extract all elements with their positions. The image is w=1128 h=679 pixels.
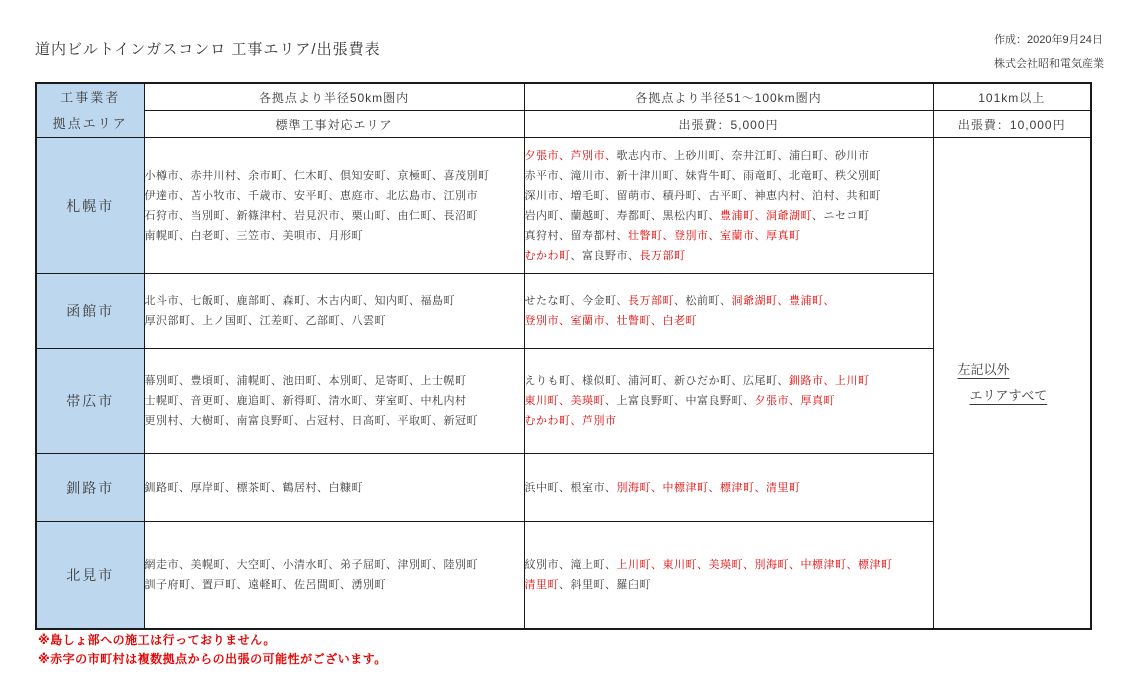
base-city-label: 北見市 [36,522,144,629]
area-name: 紋別市、滝上町、 [524,558,617,571]
area-list-line [525,311,933,331]
column-header-50km: 各拠点より半径50km圏内 [144,83,524,111]
within50-cell [144,138,524,274]
base-city-label: 帯広市 [36,349,144,454]
within50-cell [144,522,524,629]
area-name: 釧路町、厚岸町、標茶町、鶴居村、白糠町 [144,481,363,494]
area-name: 岩内町、蘭越町、寿都町、黒松内町、 [524,209,720,222]
base-city-label: 函館市 [36,274,144,349]
fee-header-5000: 出張費：5,000円 [524,111,933,138]
r51to100-cell [524,138,933,274]
beyond-101km-cell [933,138,1091,629]
area-name-red: 長万部町 [628,295,674,307]
area-list-line [145,226,524,246]
page-title: 道内ビルトインガスコンロ 工事エリア/出張費表 [35,41,381,58]
area-name-red: 東川町、美瑛町 [524,395,605,407]
area-list-line [525,206,933,226]
area-list-line [145,391,524,411]
area-name-red: 豊浦町、洞爺湖町 [720,209,812,222]
area-name: 、上富良野町、中富良野町、 [605,395,755,407]
area-name: 伊達市、苫小牧市、千歳市、安平町、恵庭市、北広島市、江別市 [144,189,478,202]
area-list-line [145,555,524,575]
area-name-red: 壮瞥町、登別市、室蘭市、厚真町 [628,229,801,242]
area-list-line [145,371,524,391]
footer-notes [38,631,387,669]
area-list-line [525,166,933,186]
area-name: 、松前町、 [674,295,732,307]
area-list-line [145,575,524,595]
area-name-red: 上川町、東川町、美瑛町、別海町、中標津町、標津町 [616,558,893,571]
area-list-line [525,478,933,498]
area-name: 歌志内市、上砂川町、奈井江町、浦臼町、砂川市 [616,149,870,162]
table-row [36,349,1091,454]
area-name: 更別村、大樹町、南富良野町、占冠村、日高町、平取町、新冠町 [144,415,478,427]
header-row-fee [36,111,1091,138]
area-name: 深川市、増毛町、留萌市、積丹町、古平町、神恵内村、泊村、共和町 [524,189,881,202]
area-name: 浜中町、根室市、 [524,481,617,494]
area-name-red: 洞爺湖町、豊浦町、 [731,295,835,307]
area-name-red: 清里町 [524,578,559,591]
area-list-line [145,186,524,206]
area-name: 、斜里町、羅臼町 [559,578,651,591]
area-name: 幕別町、豊頃町、浦幌町、池田町、本別町、足寄町、上士幌町 [144,375,467,387]
table-body [36,138,1091,629]
area-list-line [145,478,524,498]
base-city-label: 釧路市 [36,454,144,522]
area-list-line [525,555,933,575]
fee-header-10000: 出張費：10,000円 [933,111,1091,138]
area-list-line [145,206,524,226]
column-header-51-100km: 各拠点より半径51～100km圏内 [524,83,933,111]
table-row [36,138,1091,274]
area-list-line [145,311,524,331]
area-list-line [525,146,933,166]
area-list-line [525,575,933,595]
area-name: 南幌町、白老町、三笠市、美唄市、月形町 [144,229,363,242]
r51to100-cell [524,274,933,349]
area-name: 訓子府町、置戸町、遠軽町、佐呂間町、湧別町 [144,578,386,591]
document-meta [994,28,1104,76]
within50-cell [144,454,524,522]
area-list-line [525,371,933,391]
area-name-red: 長万部町 [639,249,686,262]
company-name: 株式会社昭和電気産業 [994,58,1104,70]
table-row [36,454,1091,522]
area-name: 石狩市、当別町、新篠津村、岩見沢市、栗山町、由仁町、長沼町 [144,209,478,222]
area-name-red: 登別市、室蘭市、壮瞥町、白老町 [524,315,697,327]
note-line: ※赤字の市町村は複数拠点からの出張の可能性がございます。 [38,652,387,666]
area-name: 、富良野市、 [570,249,640,262]
area-name: 、ニセコ町 [812,209,870,222]
area-list-line [145,166,524,186]
corner-header-top: 工事業者 [60,89,121,105]
corner-header-cell [36,83,144,138]
corner-header-bottom: 拠点エリア [52,115,128,131]
area-name: 赤平市、滝川市、新十津川町、妹背牛町、雨竜町、北竜町、秩父別町 [524,169,881,182]
within50-cell [144,274,524,349]
base-city-label: 札幌市 [36,138,144,274]
area-name: 小樽市、赤井川村、余市町、仁木町、倶知安町、京極町、喜茂別町 [144,169,490,182]
beyond-cell-line: 左記以外 [957,361,1010,377]
table-row [36,274,1091,349]
area-name: 厚沢部町、上ノ国町、江差町、乙部町、八雲町 [144,315,386,327]
area-name: えりも町、様似町、浦河町、新ひだか町、広尾町、 [524,375,789,387]
area-name-red: 釧路市、上川町 [789,375,870,387]
r51to100-cell [524,454,933,522]
area-name: 網走市、美幌町、大空町、小清水町、弟子屈町、津別町、陸別町 [144,558,478,571]
area-list-line [145,411,524,431]
column-header-101km: 101km以上 [933,83,1091,111]
area-list-line [525,291,933,311]
area-name: 士幌町、音更町、鹿追町、新得町、清水町、芽室町、中札内村 [144,395,467,407]
area-list-line [525,391,933,411]
area-list-line [525,411,933,431]
area-name-red: 別海町、中標津町、標津町、清里町 [616,481,801,494]
area-list-line [525,226,933,246]
fee-header-standard: 標準工事対応エリア [144,111,524,138]
created-date: 作成：2020年9月24日 [994,34,1103,46]
note-line: ※島しょ部への施工は行っておりません。 [38,633,276,647]
header-row-zone [36,83,1091,111]
within50-cell [144,349,524,454]
beyond-cell-line: エリアすべて [969,387,1048,403]
area-name-red: 夕張市、芦別市、 [524,149,617,162]
area-list-line [525,186,933,206]
area-name-red: 夕張市、厚真町 [754,395,835,407]
area-name: せたな町、今金町、 [524,295,628,307]
service-area-table [35,82,1092,630]
table-row [36,522,1091,629]
r51to100-cell [524,349,933,454]
area-name: 北斗市、七飯町、鹿部町、森町、木古内町、知内町、福島町 [144,295,455,307]
area-list-line [145,291,524,311]
area-list-line [525,246,933,266]
area-name: 真狩村、留寿都村、 [524,229,628,242]
area-name-red: むかわ町、芦別市 [524,415,617,427]
r51to100-cell [524,522,933,629]
area-name-red: むかわ町 [524,249,571,262]
